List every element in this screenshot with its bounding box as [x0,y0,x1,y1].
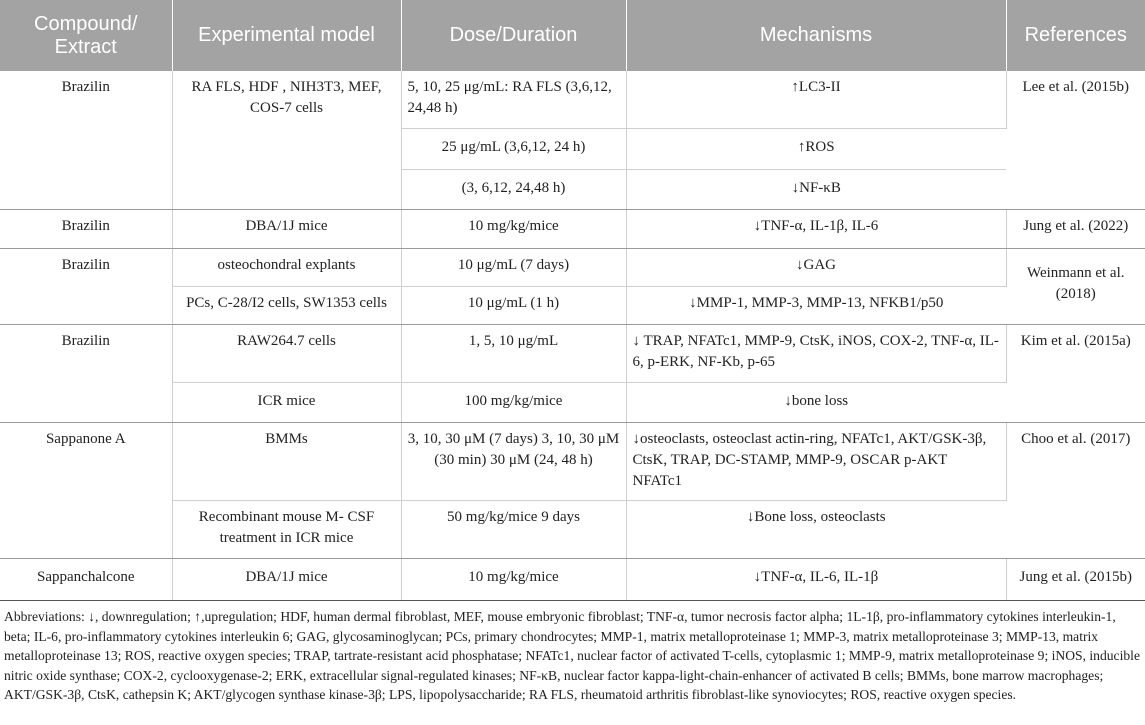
header-compound: Compound/ Extract [0,0,172,71]
cell-dose: 10 μg/mL (7 days) [401,249,626,287]
cell-model: osteochondral explants [172,249,401,287]
table-row [0,287,1145,325]
cell-reference: Jung et al. (2022) [1006,210,1145,249]
cell-mechanism: ↓MMP-1, MMP-3, MMP-13, NFKB1/p50 [626,287,1006,325]
cell-reference: Kim et al. (2015a) [1006,325,1145,423]
table-row [0,249,1145,287]
cell-compound: Brazilin [0,325,172,423]
cell-dose: 50 mg/kg/mice 9 days [401,501,626,559]
table-row [0,383,1145,423]
table-header [0,0,1145,71]
table-row [0,210,1145,249]
header-dose: Dose/Duration [401,0,626,71]
cell-dose: 10 μg/mL (1 h) [401,287,626,325]
table-row [0,71,1145,129]
cell-dose: (3, 6,12, 24,48 h) [401,170,626,210]
cell-mechanism: ↑LC3-II [626,71,1006,129]
cell-compound: Brazilin [0,71,172,210]
cell-compound: Brazilin [0,249,172,325]
cell-compound: Brazilin [0,210,172,249]
cell-mechanism: ↑ROS [626,129,1006,170]
header-model: Experimental model [172,0,401,71]
cell-mechanism: ↓bone loss [626,383,1006,423]
cell-mechanism: ↓TNF-α, IL-6, IL-1β [626,559,1006,601]
cell-mechanism: ↓osteoclasts, osteoclast actin-ring, NFATc1, AKT/GSK-3β, CtsK, TRAP, DC-STAMP, MMP-9, OSCAR p-AKT NFATc1 [626,423,1006,501]
header-mechanisms: Mechanisms [626,0,1006,71]
table-row [0,423,1145,501]
cell-model: DBA/1J mice [172,559,401,601]
cell-dose: 25 μg/mL (3,6,12, 24 h) [401,129,626,170]
cell-dose: 1, 5, 10 μg/mL [401,325,626,383]
cell-reference: Choo et al. (2017) [1006,423,1145,559]
cell-reference: Lee et al. (2015b) [1006,71,1145,210]
cell-dose: 3, 10, 30 μM (7 days) 3, 10, 30 μM (30 min) 30 μM (24, 48 h) [401,423,626,501]
table-footnote: Abbreviations: ↓, downregulation; ↑,upregulation; HDF, human dermal fibroblast, MEF, mouse embryonic fibroblast; TNF-α, tumor necrosis factor alpha; 1L-1β, pro-inflammatory cytokines interleukin-1, beta; IL-6, pro-inflammatory cytokines interleukin 6; GAG, glycosaminoglycan; PCs, primary chondrocytes; MMP-1, matrix metalloproteinase 1; MMP-3, matrix metalloproteinase 3; MMP-13, matrix metalloproteinase 13; ROS, reactive oxygen species; TRAP, tartrate-resistant acid phosphatase; NFATc1, nuclear factor of activated T-cells, cytoplasmic 1; MMP-9, matrix metalloproteinase 9; iNOS, inducible nitric oxide synthase; COX-2, cyclooxygenase-2; ERK, extracellular signal-regulated kinases; NF-κB, nuclear factor kappa-light-chain-enhancer of activated B cells; BMMs, bone marrow macrophages; AKT/GSK-3β, CtsK, cathepsin K; AKT/glycogen synthase kinase-3β; LPS, lipopolysaccharide; RA FLS, rheumatoid arthritis fibroblast-like synoviocytes; ROS, reactive oxygen species. [4,609,1140,703]
cell-model: ICR mice [172,383,401,423]
cell-mechanism: ↓NF-κB [626,170,1006,210]
cell-mechanism: ↓GAG [626,249,1006,287]
table-row [0,559,1145,601]
cell-dose: 10 mg/kg/mice [401,559,626,601]
cell-dose: 100 mg/kg/mice [401,383,626,423]
cell-compound: Sappanchalcone [0,559,172,601]
cell-model: RAW264.7 cells [172,325,401,383]
table-row [0,325,1145,383]
cell-mechanism: ↓Bone loss, osteoclasts [626,501,1006,559]
cell-model: PCs, C-28/I2 cells, SW1353 cells [172,287,401,325]
cell-model: Recombinant mouse M- CSF treatment in ICR mice [172,501,401,559]
table-row [0,501,1145,559]
cell-model: DBA/1J mice [172,210,401,249]
table-body [0,71,1145,601]
cell-mechanism: ↓TNF-α, IL-1β, IL-6 [626,210,1006,249]
cell-compound: Sappanone A [0,423,172,559]
cell-reference: Jung et al. (2015b) [1006,559,1145,601]
cell-dose: 10 mg/kg/mice [401,210,626,249]
cell-reference: Weinmann et al. (2018) [1006,249,1145,325]
cell-mechanism: ↓ TRAP, NFATc1, MMP-9, CtsK, iNOS, COX-2, TNF-α, IL-6, p-ERK, NF-Kb, p-65 [626,325,1006,383]
header-references: References [1006,0,1145,71]
cell-model: BMMs [172,423,401,501]
cell-dose: 5, 10, 25 μg/mL: RA FLS (3,6,12, 24,48 h) [401,71,626,129]
cell-model: RA FLS, HDF , NIH3T3, MEF, COS-7 cells [172,71,401,210]
